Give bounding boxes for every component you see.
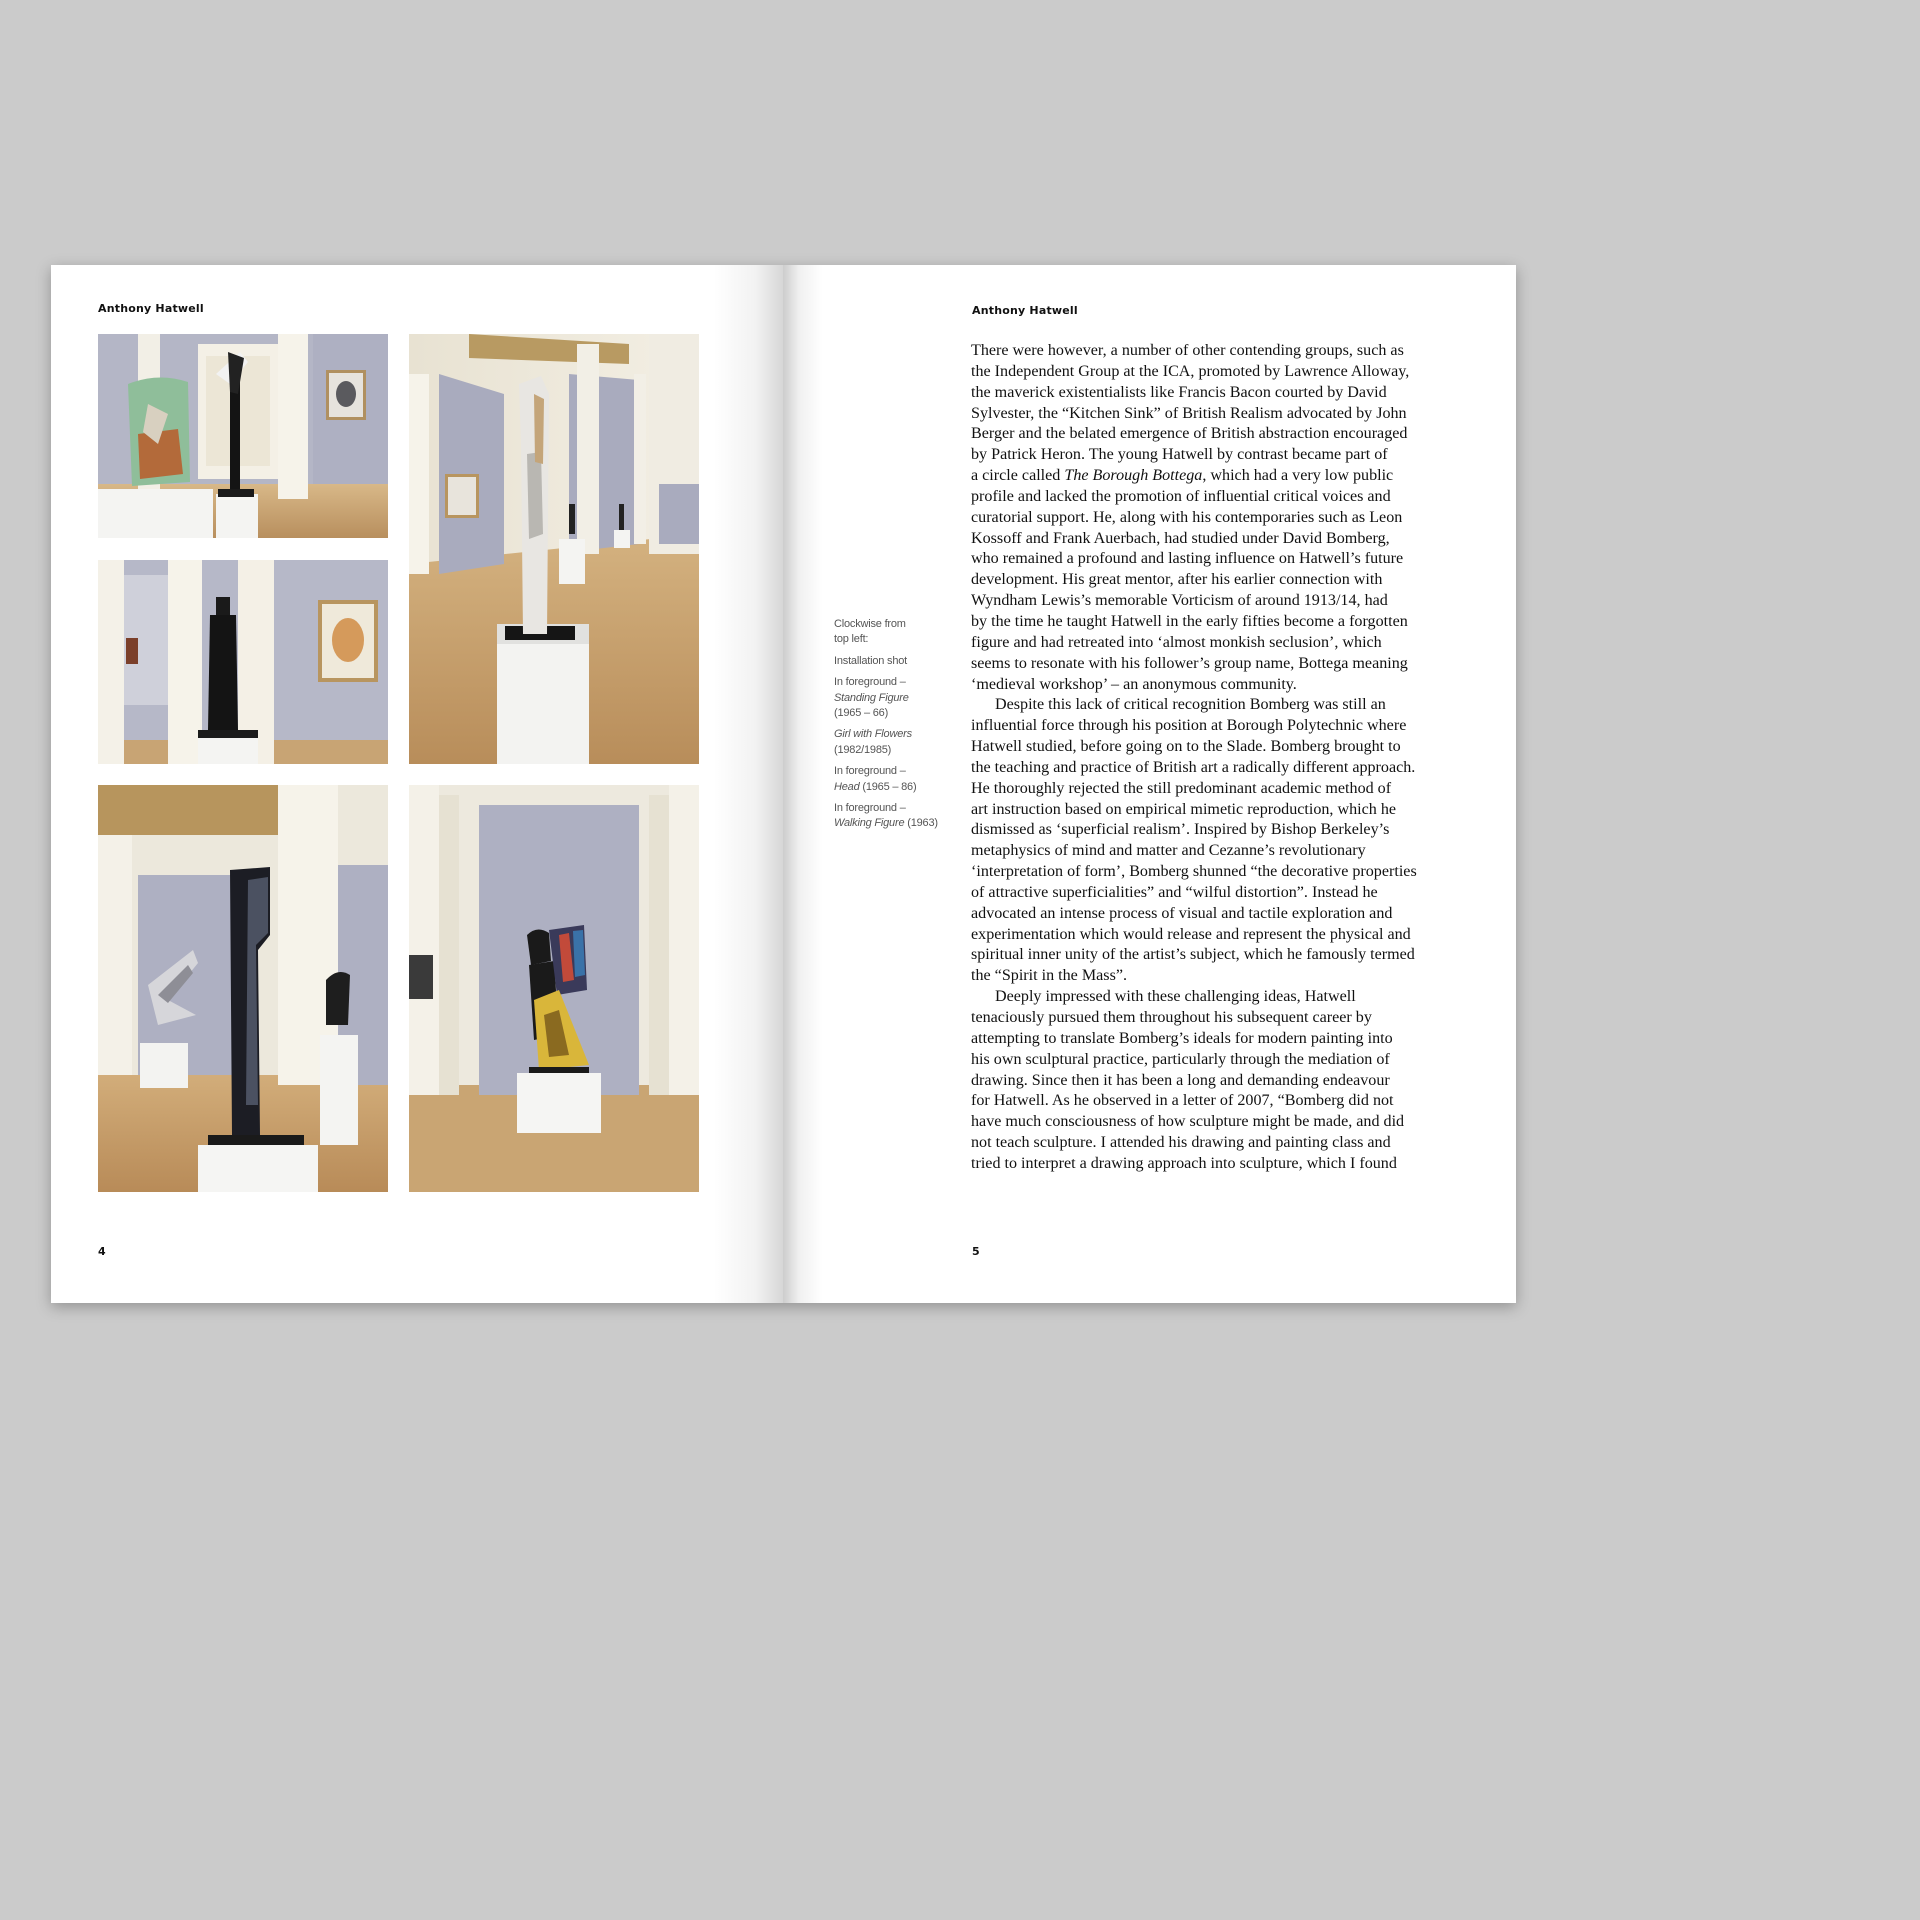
running-head-left: Anthony Hatwell <box>98 302 204 315</box>
caption-item-4-title: Head <box>834 780 860 793</box>
body-line: Kossoff and Frank Auerbach, had studied under David Bomberg, <box>971 529 1390 547</box>
body-italic-title: The Borough Bottega <box>1064 467 1203 485</box>
body-line: not teach sculpture. I attended his drawing and painting class and <box>971 1134 1391 1152</box>
caption-item-5-title: Walking Figure <box>834 817 905 830</box>
body-line: curatorial support. He, along with his contemporaries such as Leon <box>971 508 1403 526</box>
caption-intro-line-2: top left: <box>834 633 869 646</box>
photo-standing-figure-gallery <box>409 334 699 764</box>
right-page <box>783 265 1516 1303</box>
body-line: metaphysics of mind and matter and Cezanne’s revolutionary <box>971 842 1366 860</box>
body-line: ‘interpretation of form’, Bomberg shunned “the decorative properties <box>971 863 1417 881</box>
essay-body-text <box>971 341 1459 1175</box>
photo-head-foreground <box>98 785 388 1192</box>
body-line: seems to resonate with his follower’s group name, Bottega meaning <box>971 654 1408 672</box>
gutter-shadow-right <box>783 265 823 1303</box>
body-line-segment: , which had a very low public <box>1202 467 1394 485</box>
body-line: have much consciousness of how sculpture might be made, and did <box>971 1113 1405 1131</box>
caption-item-2-prefix: In foreground – <box>834 676 906 689</box>
body-line-segment: a circle called <box>971 467 1065 485</box>
body-line: Berger and the belated emergence of British abstraction encouraged <box>971 425 1408 443</box>
photo-black-figure-and-portrait <box>98 560 388 764</box>
body-line: figure and had retreated into ‘almost monkish seclusion’, which <box>971 633 1382 651</box>
body-line: by the time he taught Hatwell in the early fifties become a forgotten <box>971 612 1408 630</box>
body-line: spiritual inner unity of the artist’s subject, which he famously termed <box>971 946 1415 964</box>
book-spread <box>51 265 1516 1303</box>
folio-right: 5 <box>972 1245 980 1258</box>
body-line: advocated an intense process of visual and tactile exploration and <box>971 904 1393 922</box>
body-line: who remained a profound and lasting influence on Hatwell’s future <box>971 550 1404 568</box>
body-line: the Independent Group at the ICA, promoted by Lawrence Alloway, <box>971 362 1410 380</box>
body-line: attempting to translate Bomberg’s ideals for modern painting into <box>971 1029 1393 1047</box>
body-line: tried to interpret a drawing approach into sculpture, which I found <box>971 1154 1397 1172</box>
body-line: by Patrick Heron. The young Hatwell by contrast became part of <box>971 446 1388 464</box>
body-line: dismissed as ‘superficial realism’. Inspired by Bishop Berkeley’s <box>971 821 1390 839</box>
body-line: There were however, a number of other contending groups, such as <box>971 342 1404 359</box>
left-page <box>51 265 783 1303</box>
body-line: his own sculptural practice, particularly through the mediation of <box>971 1050 1390 1068</box>
body-line: Deeply impressed with these challenging ideas, Hatwell <box>995 988 1356 1006</box>
body-line: Despite this lack of critical recognition Bomberg was still an <box>995 696 1386 714</box>
body-line: He thoroughly rejected the still predominant academic method of <box>971 779 1392 797</box>
body-line: Sylvester, the “Kitchen Sink” of British Realism advocated by John <box>971 404 1407 422</box>
body-line: tenaciously pursued them throughout his subsequent career by <box>971 1009 1372 1026</box>
body-line: Wyndham Lewis’s memorable Vorticism of around 1913/14, had <box>971 592 1388 610</box>
body-line: the teaching and practice of British art a radically different approach. <box>971 758 1416 776</box>
body-line: influential force through his position at Borough Polytechnic where <box>971 717 1407 735</box>
gutter-shadow-left <box>713 265 783 1303</box>
body-line: Hatwell studied, before going on to the Slade. Bomberg brought to <box>971 738 1401 756</box>
caption-intro-line-1: Clockwise from <box>834 618 906 630</box>
body-line: ‘medieval workshop’ – an anonymous community. <box>971 675 1297 693</box>
body-line: development. His great mentor, after his earlier connection with <box>971 571 1383 589</box>
caption-item-2-date: (1965 – 66) <box>834 707 889 720</box>
body-line: drawing. Since then it has been a long and demanding endeavour <box>971 1071 1390 1089</box>
photo-walking-figure <box>409 785 699 1192</box>
photo-head-and-standing-figure <box>98 334 388 538</box>
body-line: of attractive superficialities” and “wilful distortion”. Instead he <box>971 883 1378 901</box>
caption-item-4-date: (1965 – 86) <box>859 780 917 793</box>
photo-caption <box>834 617 954 838</box>
caption-item-4-prefix: In foreground – <box>834 765 906 778</box>
body-line: the “Spirit in the Mass”. <box>971 967 1127 985</box>
caption-item-2-title: Standing Figure <box>834 691 909 704</box>
caption-item-3-date: (1982/1985) <box>834 743 892 756</box>
body-line: for Hatwell. As he observed in a letter of 2007, “Bomberg did not <box>971 1092 1394 1110</box>
running-head-right: Anthony Hatwell <box>972 304 1078 317</box>
caption-item-3-title: Girl with Flowers <box>834 728 912 741</box>
caption-item-5-date: (1963) <box>904 817 938 830</box>
body-line: profile and lacked the promotion of influential critical voices and <box>971 487 1391 505</box>
body-line <box>971 466 1459 487</box>
folio-left: 4 <box>98 1245 106 1258</box>
caption-item-1: Installation shot <box>834 654 908 667</box>
body-line: experimentation which would release and represent the physical and <box>971 925 1411 943</box>
body-line: the maverick existentialists like Francis Bacon courted by David <box>971 383 1387 401</box>
body-line: art instruction based on empirical mimetic reproduction, which he <box>971 800 1397 818</box>
caption-item-5-prefix: In foreground – <box>834 802 906 815</box>
